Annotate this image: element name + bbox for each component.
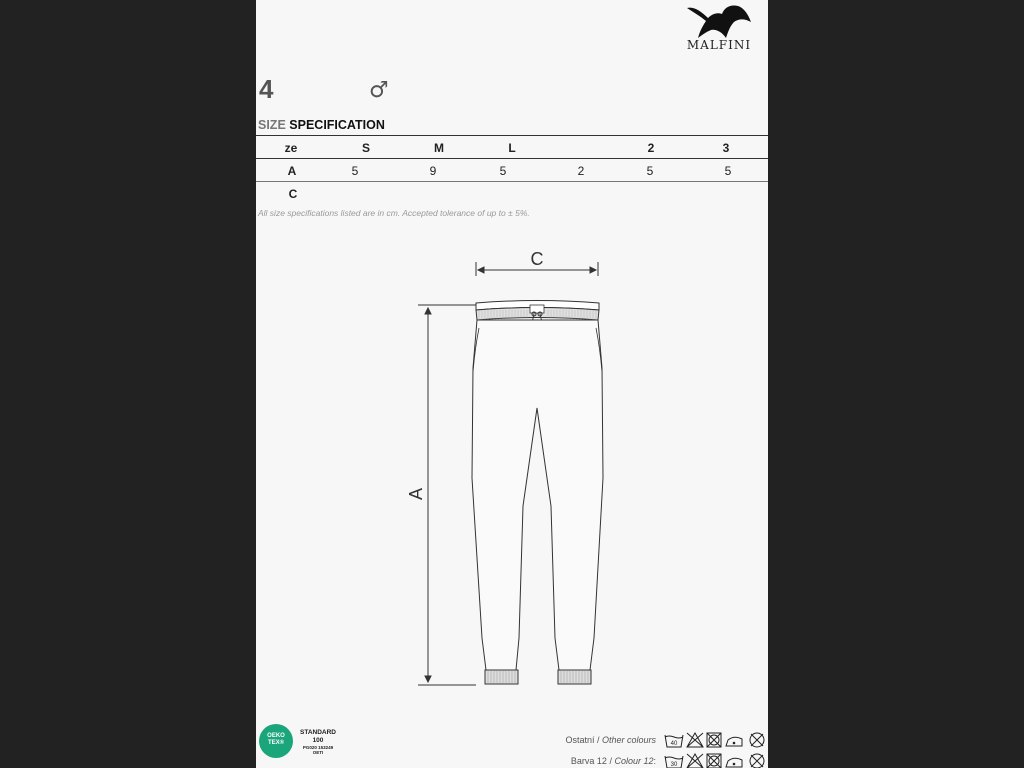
label-en: Colour 12	[614, 756, 654, 766]
colour-12-label: Barva 12 / Colour 12:	[570, 756, 656, 766]
wash-temp: 40	[670, 741, 678, 747]
no-bleach-icon	[687, 754, 703, 768]
no-dry-clean-icon	[750, 733, 764, 747]
no-dry-clean-icon	[750, 754, 764, 768]
badge-line: OEKO	[267, 733, 285, 739]
tolerance-note: All size specifications listed are in cm. Accepted tolerance of up to ± 5%.	[258, 208, 530, 218]
table-cell: 5	[351, 164, 359, 178]
table-row	[256, 182, 768, 204]
column-header: 2	[647, 141, 655, 155]
eagle-icon	[684, 2, 754, 40]
column-header: 3	[722, 141, 730, 155]
gender-symbol: ♂	[369, 78, 389, 103]
no-tumble-dry-icon	[707, 733, 721, 747]
other-colours-label: Ostatní / Other colours	[565, 735, 656, 745]
cert-institute: OETI	[312, 750, 324, 755]
pants-technical-drawing	[406, 248, 656, 693]
table-row	[256, 159, 768, 182]
style-number: 4	[259, 74, 274, 104]
standard-number: 100	[312, 737, 324, 744]
spec-title-struck: SIZE	[258, 118, 286, 132]
table-cell: 5	[724, 164, 732, 178]
dimension-a-label: A	[406, 487, 426, 501]
size-table	[256, 135, 768, 204]
label-cz: Ostatní	[565, 735, 595, 745]
standard-100-label	[300, 729, 336, 755]
no-bleach-icon	[687, 733, 703, 747]
row-label: C	[288, 187, 298, 201]
row-label: A	[287, 164, 297, 178]
column-header: S	[361, 141, 371, 155]
spec-title	[258, 118, 385, 132]
cert-code: PG020 153249	[302, 745, 334, 750]
iron-icon	[726, 758, 742, 767]
size-spec-sheet	[256, 0, 768, 768]
spec-title-main: SPECIFICATION	[289, 118, 385, 132]
care-symbols-colour-12	[664, 751, 768, 768]
dimension-c-label: C	[530, 249, 544, 269]
oeko-tex-badge	[259, 724, 293, 758]
table-cell: 2	[577, 164, 585, 178]
badge-line: TEX®	[267, 740, 285, 746]
column-header: ze	[284, 141, 298, 155]
column-header: L	[508, 141, 516, 155]
no-tumble-dry-icon	[707, 754, 721, 768]
iron-icon	[726, 737, 742, 746]
care-symbols-other	[664, 730, 768, 750]
table-header-row	[256, 135, 768, 159]
table-cell: 9	[429, 164, 437, 178]
brand-logo	[674, 2, 764, 52]
waistband	[476, 301, 599, 321]
column-header: M	[434, 141, 444, 155]
table-cell: 5	[499, 164, 507, 178]
standard-text: STANDARD	[300, 729, 336, 736]
brand-name: MALFINI	[686, 38, 752, 52]
wash-temp: 30	[670, 762, 678, 768]
table-cell: 5	[646, 164, 654, 178]
label-en: Other colours	[601, 735, 656, 745]
dimension-a-line	[418, 305, 476, 685]
label-cz: Barva 12	[570, 756, 607, 766]
